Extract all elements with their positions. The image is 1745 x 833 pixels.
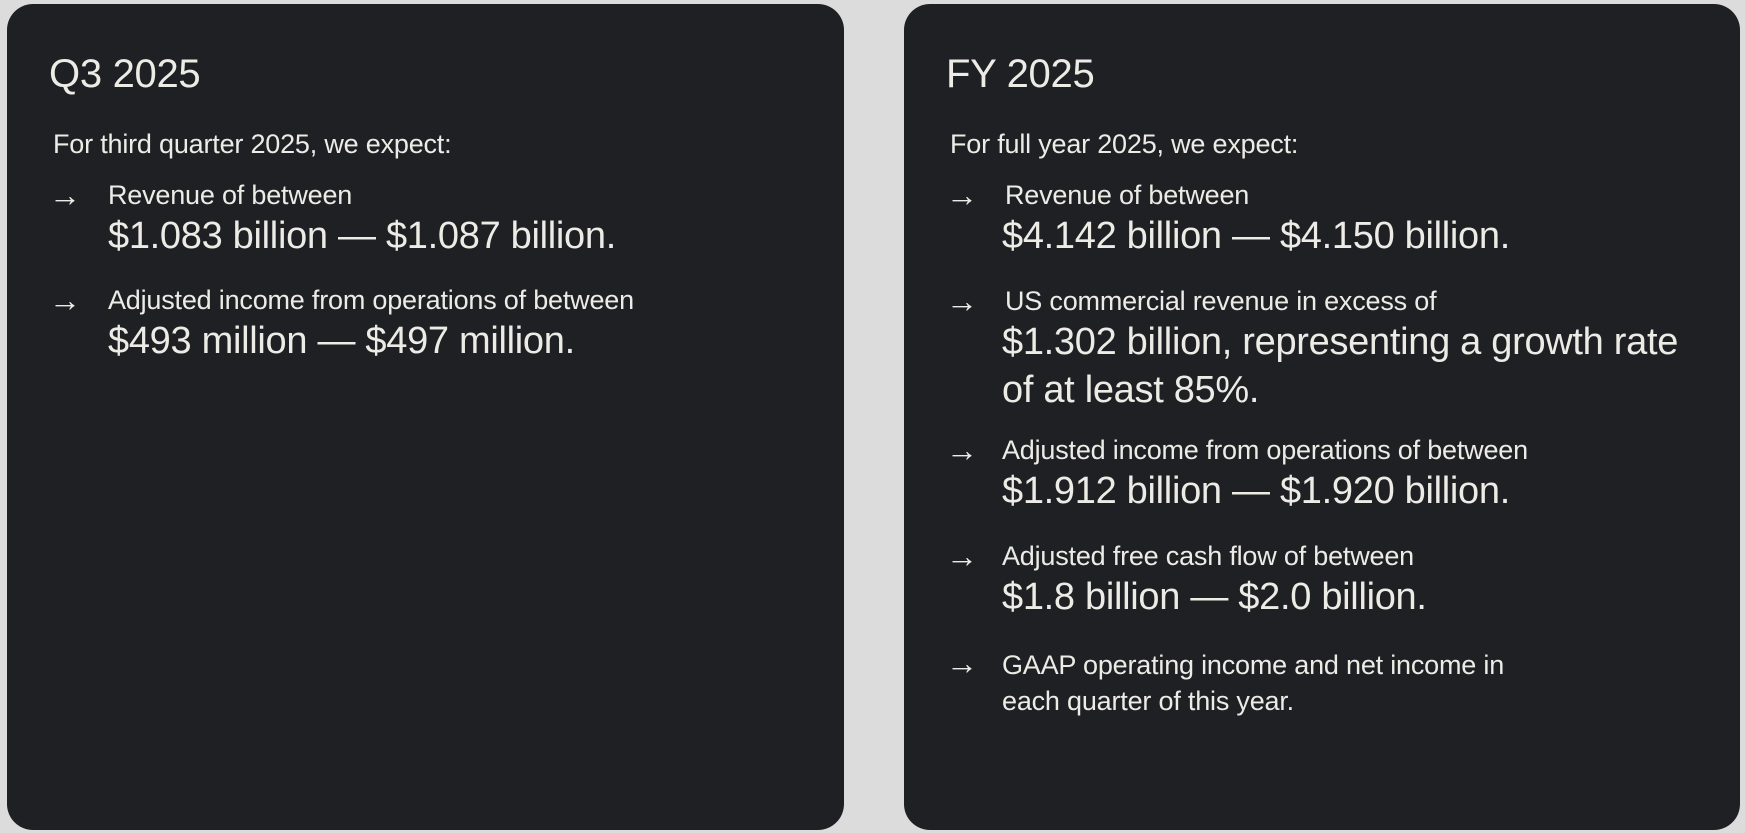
item-label: Adjusted income from operations of between <box>108 285 634 315</box>
item-label: Revenue of between <box>1005 180 1250 210</box>
arrow-right-icon: → <box>946 283 978 319</box>
item-value: $493 million — $497 million. <box>108 320 575 362</box>
arrow-right-icon: → <box>946 177 978 213</box>
item-label: Revenue of between <box>108 180 353 210</box>
card-intro: For third quarter 2025, we expect: <box>53 129 452 159</box>
item-label: Adjusted free cash flow of between <box>1002 541 1414 571</box>
arrow-right-icon: → <box>49 177 81 213</box>
card-title: Q3 2025 <box>49 52 201 96</box>
arrow-right-icon: → <box>946 432 978 468</box>
item-value: $4.142 billion — $4.150 billion. <box>1002 215 1510 257</box>
arrow-right-icon: → <box>49 282 81 318</box>
item-value: $1.302 billion, representing a growth rate of at least 85%. <box>1002 321 1679 411</box>
item-value: $1.912 billion — $1.920 billion. <box>1002 470 1510 512</box>
arrow-right-icon: → <box>946 538 978 574</box>
item-value: $1.083 billion — $1.087 billion. <box>108 215 616 257</box>
item-label: GAAP operating income and net income in each quarter of this year. <box>1002 650 1505 717</box>
card-intro: For full year 2025, we expect: <box>950 129 1299 159</box>
item-label: Adjusted income from operations of between <box>1002 435 1528 465</box>
fy-guidance-card <box>904 4 1740 830</box>
item-value: $1.8 billion — $2.0 billion. <box>1002 576 1427 618</box>
q3-guidance-card <box>7 4 844 830</box>
arrow-right-icon: → <box>946 645 978 681</box>
card-title: FY 2025 <box>946 52 1095 96</box>
item-label: US commercial revenue in excess of <box>1005 286 1437 316</box>
